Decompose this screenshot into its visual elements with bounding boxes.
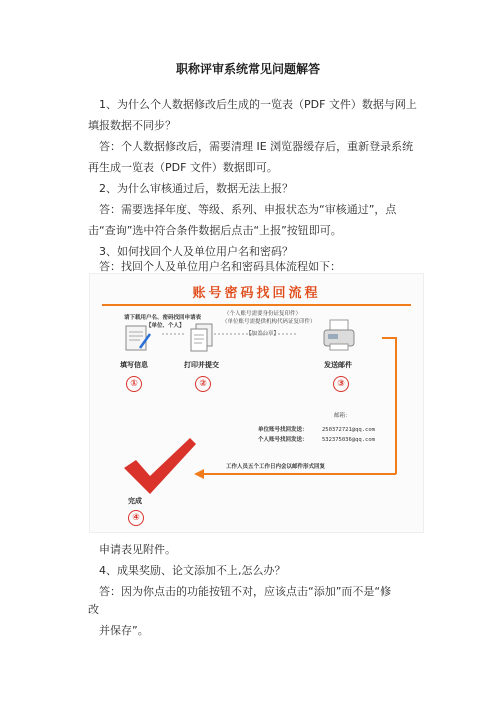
answer-1-line-1: 答：个人数据修改后，需要清理 IE 浏览器缓存后，重新登录系统 (99, 140, 414, 153)
question-4: 4、成果奖励、论文添加不上,怎么办？ (99, 564, 286, 577)
answer-4-line-3: 并保存”。 (99, 624, 149, 637)
attachment-note: 申请表见附件。 (99, 543, 176, 556)
answer-3: 答：找回个人及单位用户名和密码具体流程如下： (99, 260, 341, 273)
download-note-sub: 【单位、个人】 (146, 323, 185, 329)
personal-email-label: 个人账号找回发送： (258, 437, 308, 443)
step-1-label: 填写信息 (120, 361, 148, 369)
stamp-note: 【加盖公章】 (246, 331, 280, 337)
flowchart-title: 账号密码找回流程 (192, 286, 321, 301)
answer-4-line-2: 改 (88, 603, 99, 616)
question-3: 3、如何找回个人及单位用户名和密码？ (99, 245, 293, 258)
step-2-number: ② (195, 376, 211, 392)
step-3-number: ③ (333, 376, 349, 392)
password-recovery-flowchart (89, 273, 424, 533)
step-4-number: ④ (128, 510, 144, 526)
question-1-line-2: 填报数据不同步？ (88, 119, 176, 132)
step-4-label: 完成 (128, 497, 142, 505)
unit-email-label: 单位账号找回发送： (258, 427, 308, 433)
org-code-note: （单位账号需提供机构代码证复印件） (222, 319, 316, 325)
answer-4-line-1: 答：因为你点击的功能按钮不对，应该点击“添加”而不是“修 (99, 585, 392, 598)
checkmark-icon (120, 434, 200, 498)
unit-email: 250372721@qq.com (322, 427, 375, 433)
print-documents-icon (188, 322, 216, 354)
step-2-label: 打印并提交 (184, 361, 219, 369)
mail-label: 邮箱： (334, 413, 351, 419)
page-title: 职称评审系统常见问题解答 (175, 62, 320, 76)
step-1-number: ① (126, 376, 142, 392)
answer-2-line-1: 答：需要选择年度、等级、系列、申报状态为“审核通过”，点 (99, 203, 397, 216)
form-icon (120, 324, 154, 354)
fax-machine-icon (320, 318, 360, 354)
answer-2-line-2: 击“查询”选中符合条件数据后点击“上报”按钮即可。 (88, 224, 342, 237)
reply-note: 工作人员五个工作日内会以邮件形式回复 (226, 464, 326, 470)
answer-1-line-2: 再生成一览表（PDF 文件）数据即可。 (88, 161, 278, 174)
id-copy-note: （个人账号需要身份证复印件） (224, 311, 302, 317)
question-1-line-1: 1、为什么个人数据修改后生成的一览表（PDF 文件）数据与网上 (99, 98, 417, 111)
step-3-label: 发送邮件 (324, 361, 352, 369)
question-2: 2、为什么审核通过后，数据无法上报？ (99, 182, 293, 195)
personal-email: 532375036@qq.com (322, 437, 375, 443)
download-note: 请下载用户名、密码找回申请表 (124, 315, 202, 321)
